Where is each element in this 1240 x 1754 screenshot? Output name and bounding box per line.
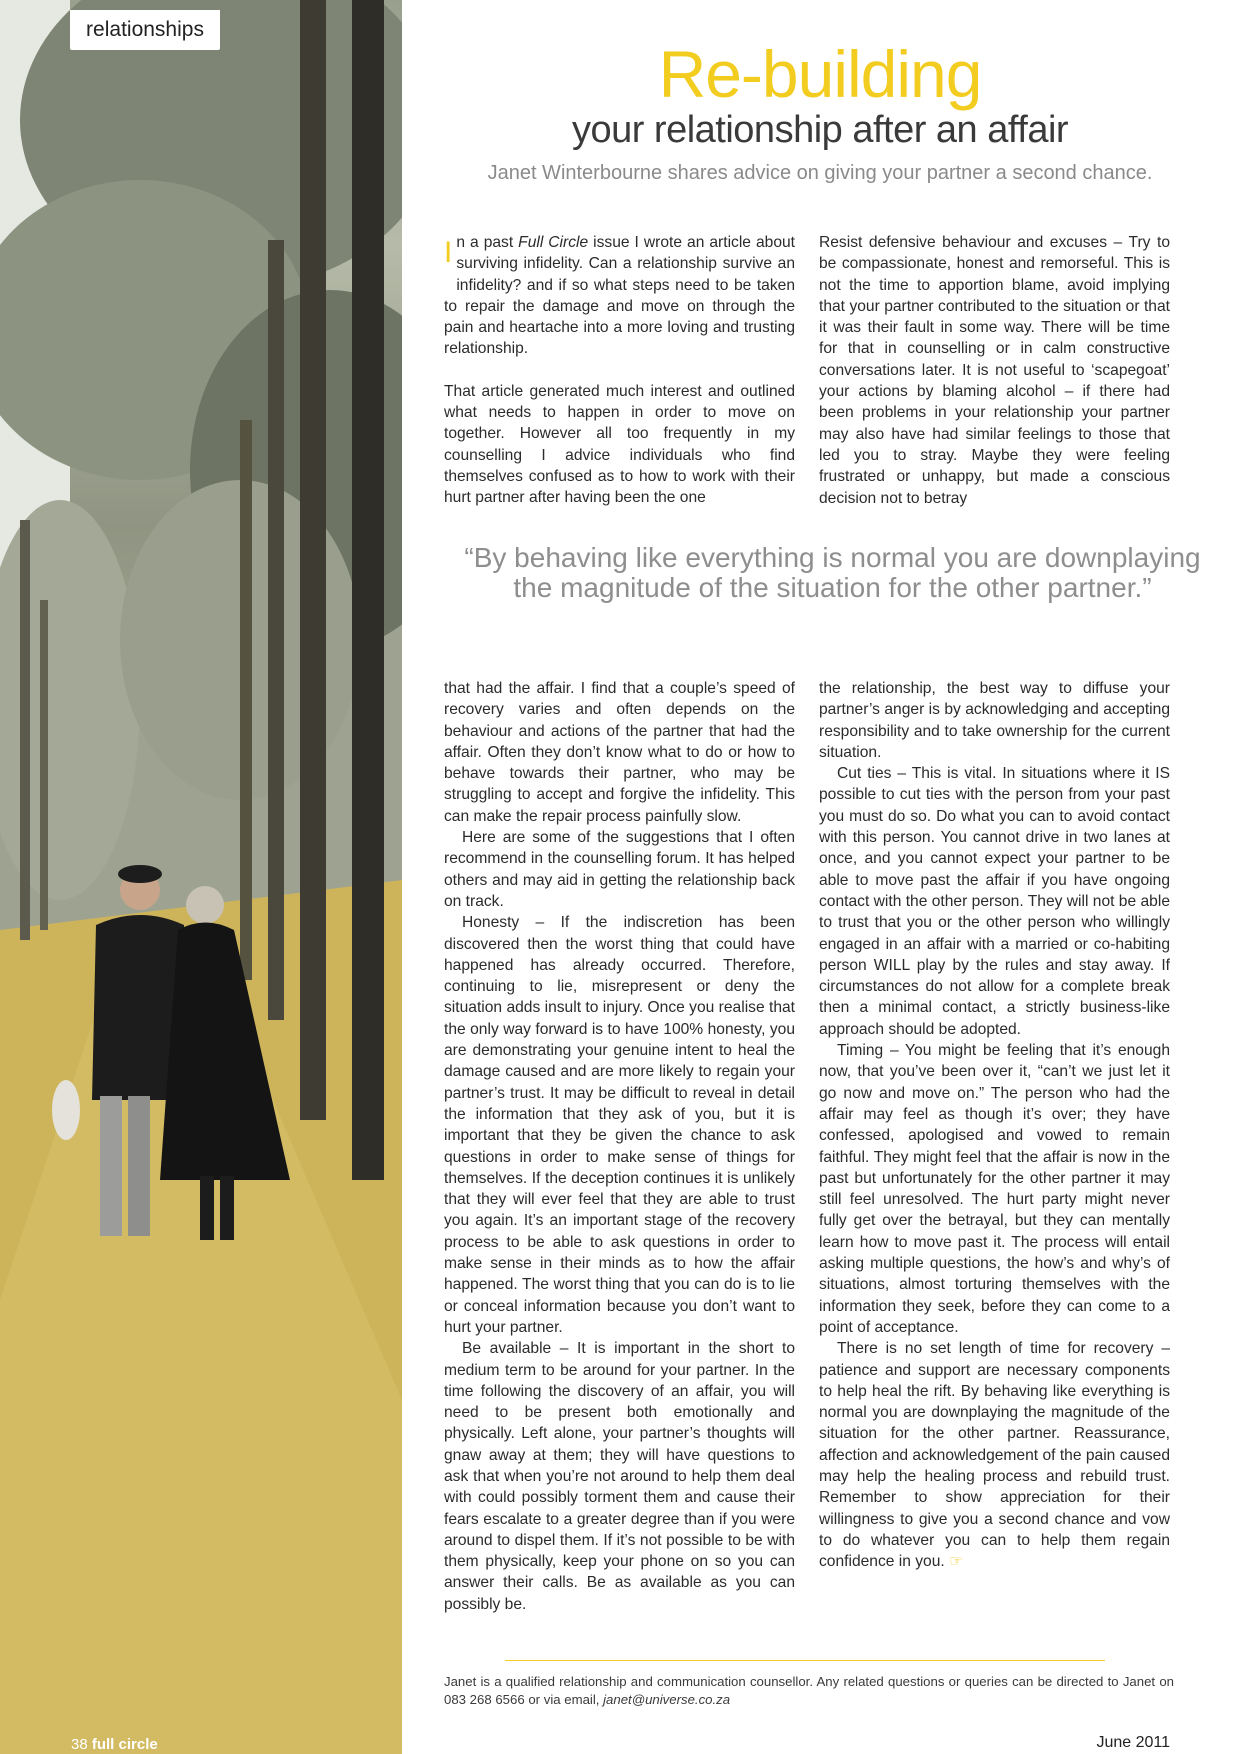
tree-trunk (20, 520, 30, 940)
man-leg (128, 1096, 150, 1236)
section-label: relationships (70, 10, 220, 50)
body-paragraph: the relationship, the best way to diffuse your partner’s anger is by acknowledging and accepting responsibility and to take ownership for the current situation. (819, 680, 1170, 761)
photo-illustration (0, 0, 402, 1754)
drop-cap: I (444, 236, 453, 269)
issue-date: June 2011 (1096, 1734, 1170, 1751)
footer-divider (505, 1660, 1105, 1661)
body-column-3 (444, 678, 795, 1615)
pull-quote: “By behaving like everything is normal you are downplaying the magnitude of the situation for the other partner.” (464, 542, 1201, 603)
body-paragraph: Honesty – If the indiscretion has been discovered then the worst thing that could have happened has already occurred. Therefore, continuing to lie, misrepresent or deny the situation adds insult to injury. Once you realise that the only way forward is to have 100% honesty, you are demonstrating your genuine intent to heal the damage caused and are more likely to regain your partner’s trust. It may be difficult to reveal in detail the information that they ask of you, but it is important that they be given the chance to ask questions in order to make sense of things for themselves. If the deception continues it is unlikely that they will ever feel that they are able to trust you again. It’s an important stage of the recovery process to be able to ask questions in order to make sense in their minds as to how the affair happened. The worst thing that you can do is to lie or conceal information because you don’t want to hurt your partner. (444, 914, 795, 1336)
man-leg (100, 1096, 122, 1236)
tree-trunk (300, 0, 326, 1120)
body-paragraph: Be available – It is important in the short to medium term to be around for your partner. In the time following the discovery of an affair, you will need to be present both emotionally and physically. Left alone, your partner’s thoughts will gnaw away at them; they will have questions to ask that when you’re not around to help them deal with could possibly torment them and cause their fears escalate to a greater degree than if you were around to dispel them. If it’s not possible to be with them physically, keep your phone on so you can answer their calls. Be as available as you can possibly be. (444, 1340, 795, 1613)
author-email-link[interactable]: janet@universe.co.za (603, 1692, 731, 1707)
body-paragraph: Resist defensive behaviour and excuses – Try to be compassionate, honest and remorseful. This is not the time to apportion blame, avoid implying that your partner contributed to the situation or that it was their fault in some way. There will be time for that in counselling or in calm constructive conversations later. It is not useful to ‘scapegoat’ your actions by blaming alcohol – if there had been problems in your relationship your partner may also have had similar feelings to those that led you to stray. Maybe they were feeling frustrated or unhappy, but made a conscious decision not to betray (819, 234, 1170, 507)
article-title: Re-building (658, 37, 982, 111)
publication-name: Full Circle (518, 234, 589, 251)
tree-trunk (240, 420, 252, 980)
intro-lead: n a past (456, 234, 519, 251)
body-paragraph: That article generated much interest and outlined what needs to happen in order to move on together. However all too frequently in my counselling I advice individuals who find themselves confused as to how to work with their hurt partner after having been the one (444, 382, 795, 507)
body-paragraph: Here are some of the suggestions that I often recommend in the counselling forum. It has helped others and may aid in getting the relationship back on track. (444, 829, 795, 910)
body-column-1 (444, 232, 795, 509)
body-paragraph: that had the affair. I find that a couple’s speed of recovery varies and often depends on the behaviour and actions of the partner that had the affair. Often they don’t know what to do or how to behave towards their partner, who may be struggling to accept and forgive the infidelity. This can make the repair process painfully slow. (444, 680, 795, 825)
intro-paragraph (444, 232, 795, 360)
end-mark-icon: ☞ (949, 1553, 964, 1571)
final-paragraph-text: There is no set length of time for recovery – patience and support are necessary components to help heal the rift. By behaving like everything is normal you are downplaying the magnitude of the situation for the other partner. Reassurance, affection and acknowledgement of the pain caused may help the healing process and rebuild trust. Remember to show appreciation for their willingness to give you a second chance and vow to do whatever you can to help them regain confidence in you. (819, 1340, 1170, 1571)
page-folio (71, 1736, 158, 1753)
tree-trunk (268, 240, 284, 1020)
shopping-bag (52, 1080, 80, 1140)
final-paragraph (819, 1338, 1170, 1572)
tree-trunk (40, 600, 48, 930)
man-cap (118, 865, 162, 883)
tree-trunk (352, 0, 384, 1180)
article-subtitle: your relationship after an affair (571, 109, 1069, 151)
cover-photo-couple-walking (0, 0, 402, 1754)
body-paragraph: Timing – You might be feeling that it’s enough now, that you’ve been over it, “can’t we just let it go now and move on.” The person who had the affair may feel as though it’s over; they have confessed, apologised and vowed to remain faithful. They might feel that the affair is now in the past but unfortunately for the other partner it may still feel unresolved. The hurt party might never fully get over the betrayal, but they can mentally learn how to move past it. The process will entail asking multiple questions, the how’s and why’s of situations, almost torturing themselves with the information they seek, before they can come to a point of acceptance. (819, 1042, 1170, 1336)
woman-leg (200, 1176, 214, 1240)
intro-rest: issue I wrote an article about surviving infidelity. Can a relationship survive an infidelity? and if so what steps need to be taken to repair the damage and move on through the pain and heartache into a more loving and trusting relationship. (444, 234, 795, 358)
page-number: 38 (71, 1736, 88, 1753)
woman-head (186, 886, 224, 924)
article-standfirst: Janet Winterbourne shares advice on giving your partner a second chance. (487, 162, 1153, 184)
body-column-2 (819, 232, 1170, 509)
magazine-name: full circle (91, 1736, 158, 1753)
body-paragraph: Cut ties – This is vital. In situations where it IS possible to cut ties with the person from your past you must do so. Do what you can to avoid contact with this person. You cannot drive in two lanes at once, and you cannot expect your partner to be able to move past the affair if you have ongoing contact with the other person. They will not be able to trust that you or the other person who willingly engaged in an affair with a married or co-habiting person WILL play by the rules and stay away. If circumstances do not allow for a complete break then a minimal contact, a strictly business-like approach should be adopted. (819, 765, 1170, 1038)
woman-leg (220, 1176, 234, 1240)
author-bio (444, 1673, 1174, 1709)
author-bio-text: Janet is a qualified relationship and communication counsellor. Any related questions or queries can be directed to Janet on 083 268 6566 or via email, (444, 1674, 1174, 1707)
body-column-4 (819, 678, 1170, 1572)
